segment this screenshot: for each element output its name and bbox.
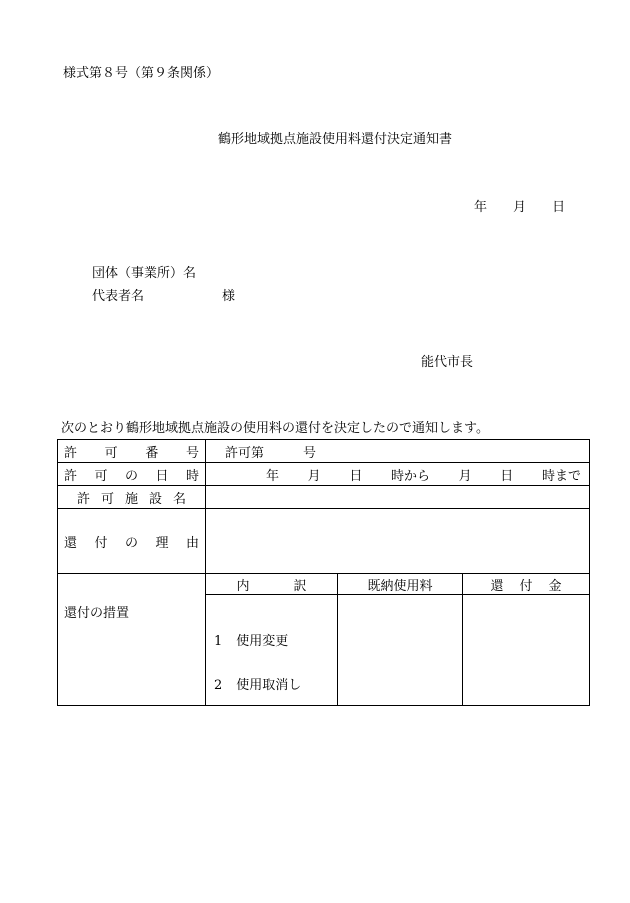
item-cancel: 2 使用取消し [214, 678, 302, 693]
date-year-label: 年 [474, 200, 488, 215]
col-paid-header: 既納使用料 [338, 574, 463, 595]
reason-value [206, 509, 590, 574]
permit-number-value: 許可第 号 [206, 440, 590, 463]
col-refund-header: 還 付 金 [463, 574, 590, 595]
item-change: 1 使用変更 [214, 634, 289, 649]
permit-date-value: 年 月 日 時から 月 日 時まで [206, 463, 590, 486]
representative-line [92, 289, 235, 305]
reason-row [58, 509, 590, 574]
permit-number-label: 許 可 番 号 [58, 440, 206, 463]
paid-amount-cell [338, 595, 463, 706]
reason-label: 還 付 の 理 由 [58, 509, 206, 574]
facility-label: 許 可 施 設 名 [58, 486, 206, 509]
issuer-name: 能代市長 [421, 355, 474, 370]
measure-label: 還付の措置 [64, 606, 130, 621]
facility-value [206, 486, 590, 509]
honorific: 様 [222, 289, 236, 304]
permit-date-row [58, 463, 590, 486]
document-title: 鶴形地域拠点施設使用料還付決定通知書 [217, 132, 452, 147]
form-number: 様式第８号（第９条関係） [63, 66, 220, 81]
measure-header-row [58, 574, 590, 595]
date-day-label: 日 [552, 200, 566, 215]
intro-sentence: 次のとおり鶴形地域拠点施設の使用料の還付を決定したので通知します。 [61, 421, 489, 436]
organization-name-label: 団体（事業所）名 [92, 266, 197, 281]
col-breakdown-header: 内 訳 [206, 574, 338, 595]
refund-amount-cell [463, 595, 590, 706]
permit-date-label: 許 可 の 日 時 [58, 463, 206, 486]
representative-name-label: 代表者名 [92, 289, 145, 304]
refund-form-table [57, 439, 590, 706]
facility-row [58, 486, 590, 509]
permit-number-row [58, 440, 590, 463]
date-line [474, 200, 565, 216]
date-month-label: 月 [513, 200, 527, 215]
measure-label-cell [58, 574, 206, 706]
breakdown-items [206, 595, 338, 706]
